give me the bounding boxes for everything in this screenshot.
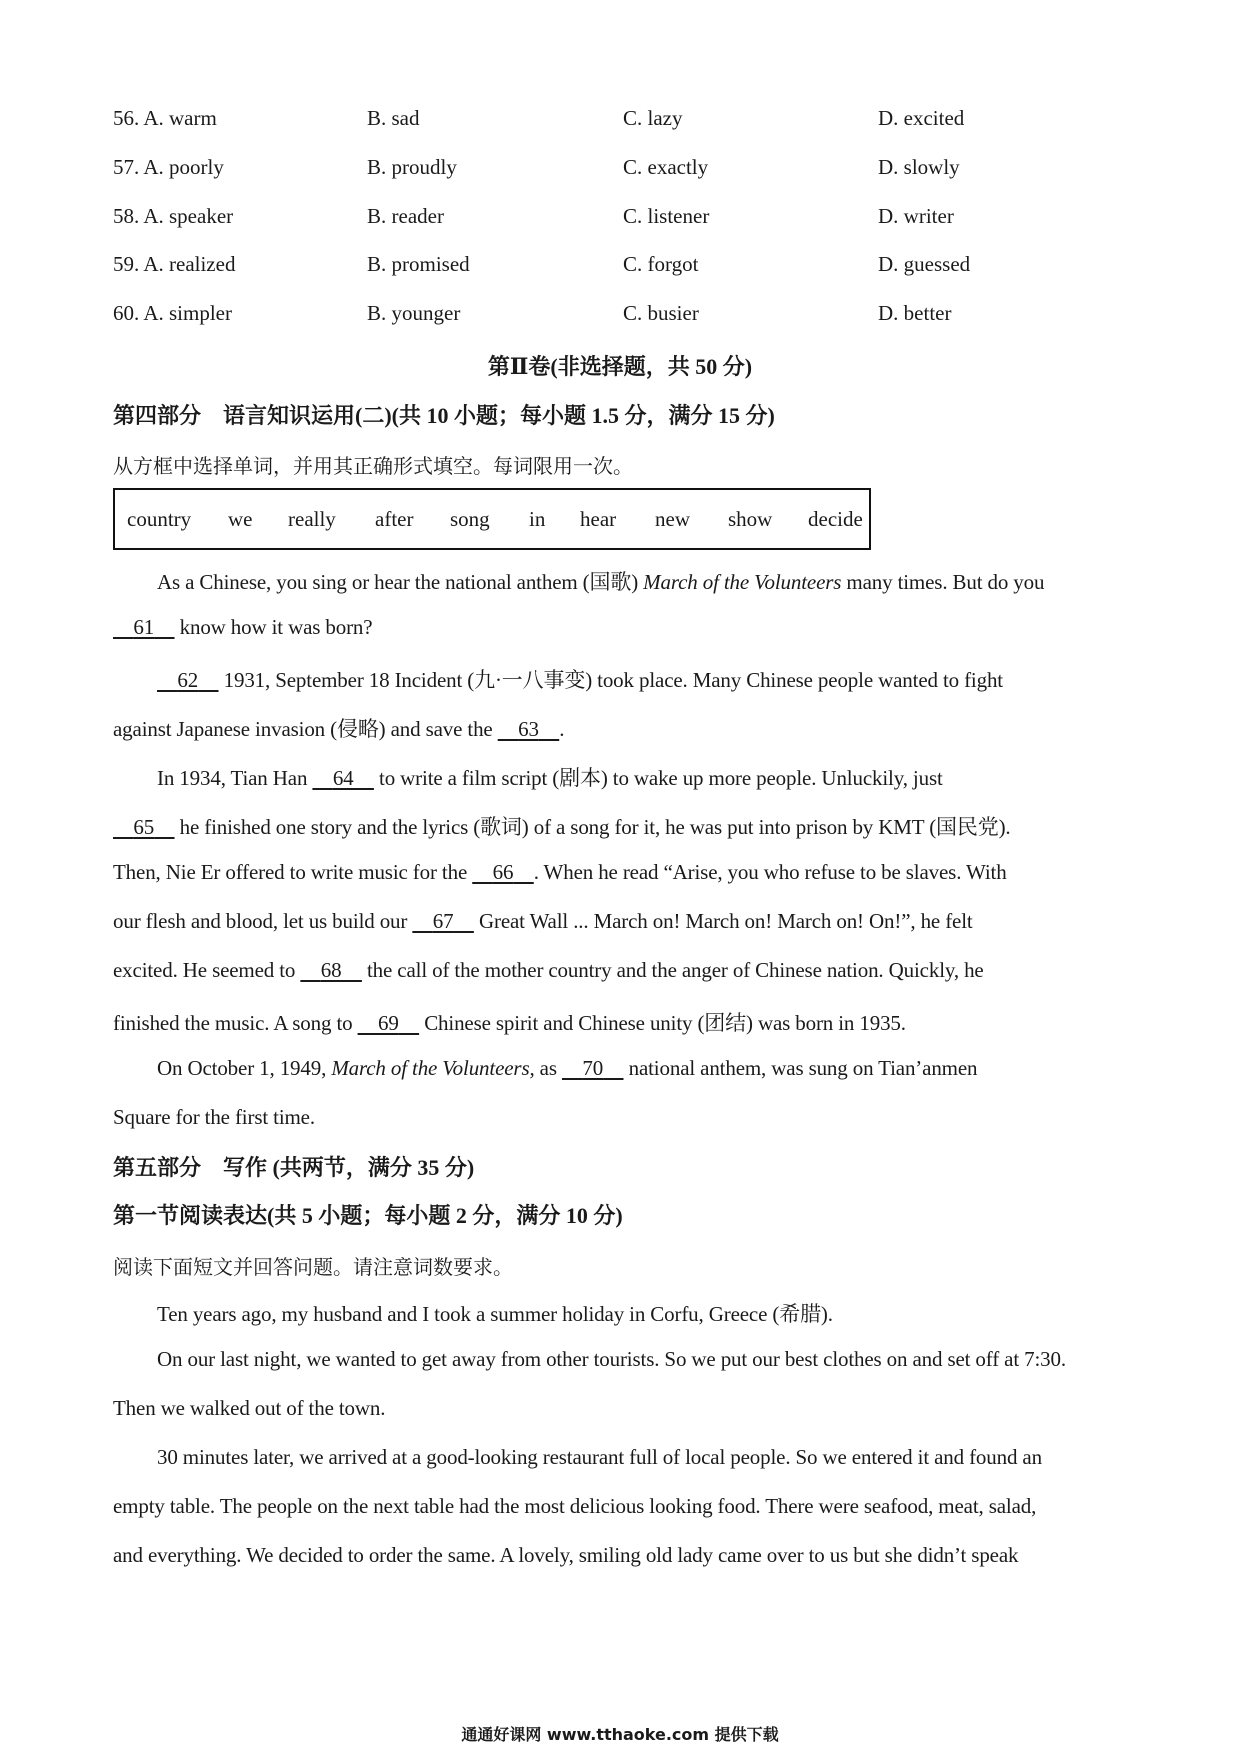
passage-text: he finished one story and the lyrics (歌词) of a song for it, he was put into prison by KMT (国民党). xyxy=(174,815,1011,839)
option-row-58 xyxy=(113,204,1153,234)
option-d: D. slowly xyxy=(878,155,960,179)
blank-69[interactable]: 69 xyxy=(377,1011,399,1035)
part4-title: 第四部分 语言知识运用(二)(共 10 小题；每小题 1.5 分，满分 15 分) xyxy=(113,403,775,428)
passage-line-8 xyxy=(113,909,973,934)
passage-line-1 xyxy=(157,566,1044,596)
passage-text: . When he read “Arise, you who refuse to be slaves. With xyxy=(533,860,1007,884)
option-row-60 xyxy=(113,301,1153,331)
section1-title: 第一节阅读表达(共 5 小题；每小题 2 分，满分 10 分) xyxy=(113,1203,623,1228)
option-b: B. sad xyxy=(367,106,420,130)
reading-line: Ten years ago, my husband and I took a summer holiday in Corfu, Greece (希腊). xyxy=(157,1302,833,1326)
option-c: C. exactly xyxy=(623,155,709,179)
passage-text: national anthem, was sung on Tian’anmen xyxy=(623,1056,978,1080)
part5-title: 第五部分 写作 (共两节，满分 35 分) xyxy=(113,1155,475,1180)
option-a: 60. A. simpler xyxy=(113,301,232,325)
passage-text: to write a film script (剧本) to wake up more people. Unluckily, just xyxy=(373,766,943,790)
option-b: B. promised xyxy=(367,252,470,276)
part4-instruction: 从方框中选择单词，并用其正确形式填空。每词限用一次。 xyxy=(113,456,633,478)
option-row-56 xyxy=(113,106,1153,136)
reading-line: On our last night, we wanted to get away from other tourists. So we put our best clothes on and set off at 7:30. xyxy=(157,1347,1066,1371)
option-c: C. busier xyxy=(623,301,699,325)
passage-text: our flesh and blood, let us build our xyxy=(113,909,413,933)
passage-line-11 xyxy=(157,1056,977,1081)
passage-text: On October 1, 1949, xyxy=(157,1056,332,1080)
word-box xyxy=(113,488,871,550)
word-box-item: show xyxy=(728,507,773,531)
option-a: 57. A. poorly xyxy=(113,155,224,179)
passage-text: many times. But do you xyxy=(841,570,1045,594)
option-d: D. better xyxy=(878,301,952,325)
reading-line: Then we walked out of the town. xyxy=(113,1396,386,1420)
option-a: 59. A. realized xyxy=(113,252,236,276)
passage-text: know how it was born? xyxy=(174,615,373,639)
word-box-item: really xyxy=(288,507,336,531)
section1-instruction: 阅读下面短文并回答问题。请注意词数要求。 xyxy=(113,1257,513,1279)
passage-text: the call of the mother country and the anger of Chinese nation. Quickly, he xyxy=(361,958,984,982)
blank-61[interactable]: 61 xyxy=(133,615,155,639)
blank-65[interactable]: 65 xyxy=(133,815,155,839)
word-box-item: after xyxy=(375,507,414,531)
option-b: B. proudly xyxy=(367,155,457,179)
word-box-item: new xyxy=(655,507,690,531)
passage-line-10 xyxy=(113,1007,906,1037)
word-box-item: country xyxy=(127,507,192,531)
option-c: C. listener xyxy=(623,204,710,228)
blank-64[interactable]: 64 xyxy=(332,766,354,790)
option-c: C. lazy xyxy=(623,106,683,130)
page-footer: 通通好课网 www.tthaoke.com 提供下载 xyxy=(461,1725,779,1744)
passage-line-12 xyxy=(113,1105,315,1130)
blank-66[interactable]: 66 xyxy=(492,860,514,884)
passage-line-6 xyxy=(113,811,1011,841)
passage-line-3 xyxy=(157,664,1003,694)
option-b: B. younger xyxy=(367,301,461,325)
passage-text: 1931, September 18 Incident (九·一八事变) took place. Many Chinese people wanted to fight xyxy=(218,668,1003,692)
passage-text: Square for the first time. xyxy=(113,1105,315,1129)
reading-line: 30 minutes later, we arrived at a good-looking restaurant full of local people. So we entered it and found an xyxy=(157,1445,1042,1469)
anthem-title: March of the Volunteers, xyxy=(331,1056,535,1080)
option-a: 58. A. speaker xyxy=(113,204,234,228)
passage-line-4 xyxy=(113,713,564,743)
passage-text: In 1934, Tian Han xyxy=(157,766,313,790)
passage-text: finished the music. A song to xyxy=(113,1011,358,1035)
passage-line-9 xyxy=(113,958,984,983)
blank-70[interactable]: 70 xyxy=(582,1056,604,1080)
volume2-title: 第Ⅱ卷(非选择题，共 50 分) xyxy=(487,354,753,379)
word-box-item: decide xyxy=(808,507,863,531)
word-box-item: we xyxy=(228,507,253,531)
blank-62[interactable]: 62 xyxy=(177,668,199,692)
option-row-59 xyxy=(113,252,1153,282)
anthem-title: March of the Volunteers xyxy=(643,570,842,594)
passage-text: Great Wall ... March on! March on! March on! On!”, he felt xyxy=(473,909,973,933)
passage-line-7 xyxy=(113,860,1007,885)
passage-text: Chinese spirit and Chinese unity (团结) was born in 1935. xyxy=(419,1011,906,1035)
blank-68[interactable]: 68 xyxy=(320,958,342,982)
blank-67[interactable]: 67 xyxy=(432,909,454,933)
passage-text: . xyxy=(559,717,565,741)
blank-63[interactable]: 63 xyxy=(518,717,539,741)
reading-line: and everything. We decided to order the same. A lovely, smiling old lady came over to us but she didn’t speak xyxy=(113,1543,1019,1567)
reading-line: empty table. The people on the next table had the most delicious looking food. There were seafood, meat, salad, xyxy=(113,1494,1037,1518)
option-a: 56. A. warm xyxy=(113,106,217,130)
passage-text: Then, Nie Er offered to write music for the xyxy=(113,860,473,884)
option-d: D. writer xyxy=(878,204,954,228)
passage-text: as xyxy=(534,1056,562,1080)
passage-text: As a Chinese, you sing or hear the national anthem (国歌) xyxy=(157,570,644,594)
passage-text: against Japanese invasion (侵略) and save the xyxy=(113,717,498,741)
option-row-57 xyxy=(113,155,1153,185)
option-c: C. forgot xyxy=(623,252,699,276)
word-box-item: hear xyxy=(580,507,617,531)
passage-text: excited. He seemed to xyxy=(113,958,301,982)
word-box-item: in xyxy=(529,507,546,531)
option-d: D. excited xyxy=(878,106,965,130)
option-b: B. reader xyxy=(367,204,444,228)
word-box-item: song xyxy=(450,507,490,531)
passage-line-2 xyxy=(113,615,372,640)
passage-line-5 xyxy=(157,762,943,792)
option-d: D. guessed xyxy=(878,252,971,276)
